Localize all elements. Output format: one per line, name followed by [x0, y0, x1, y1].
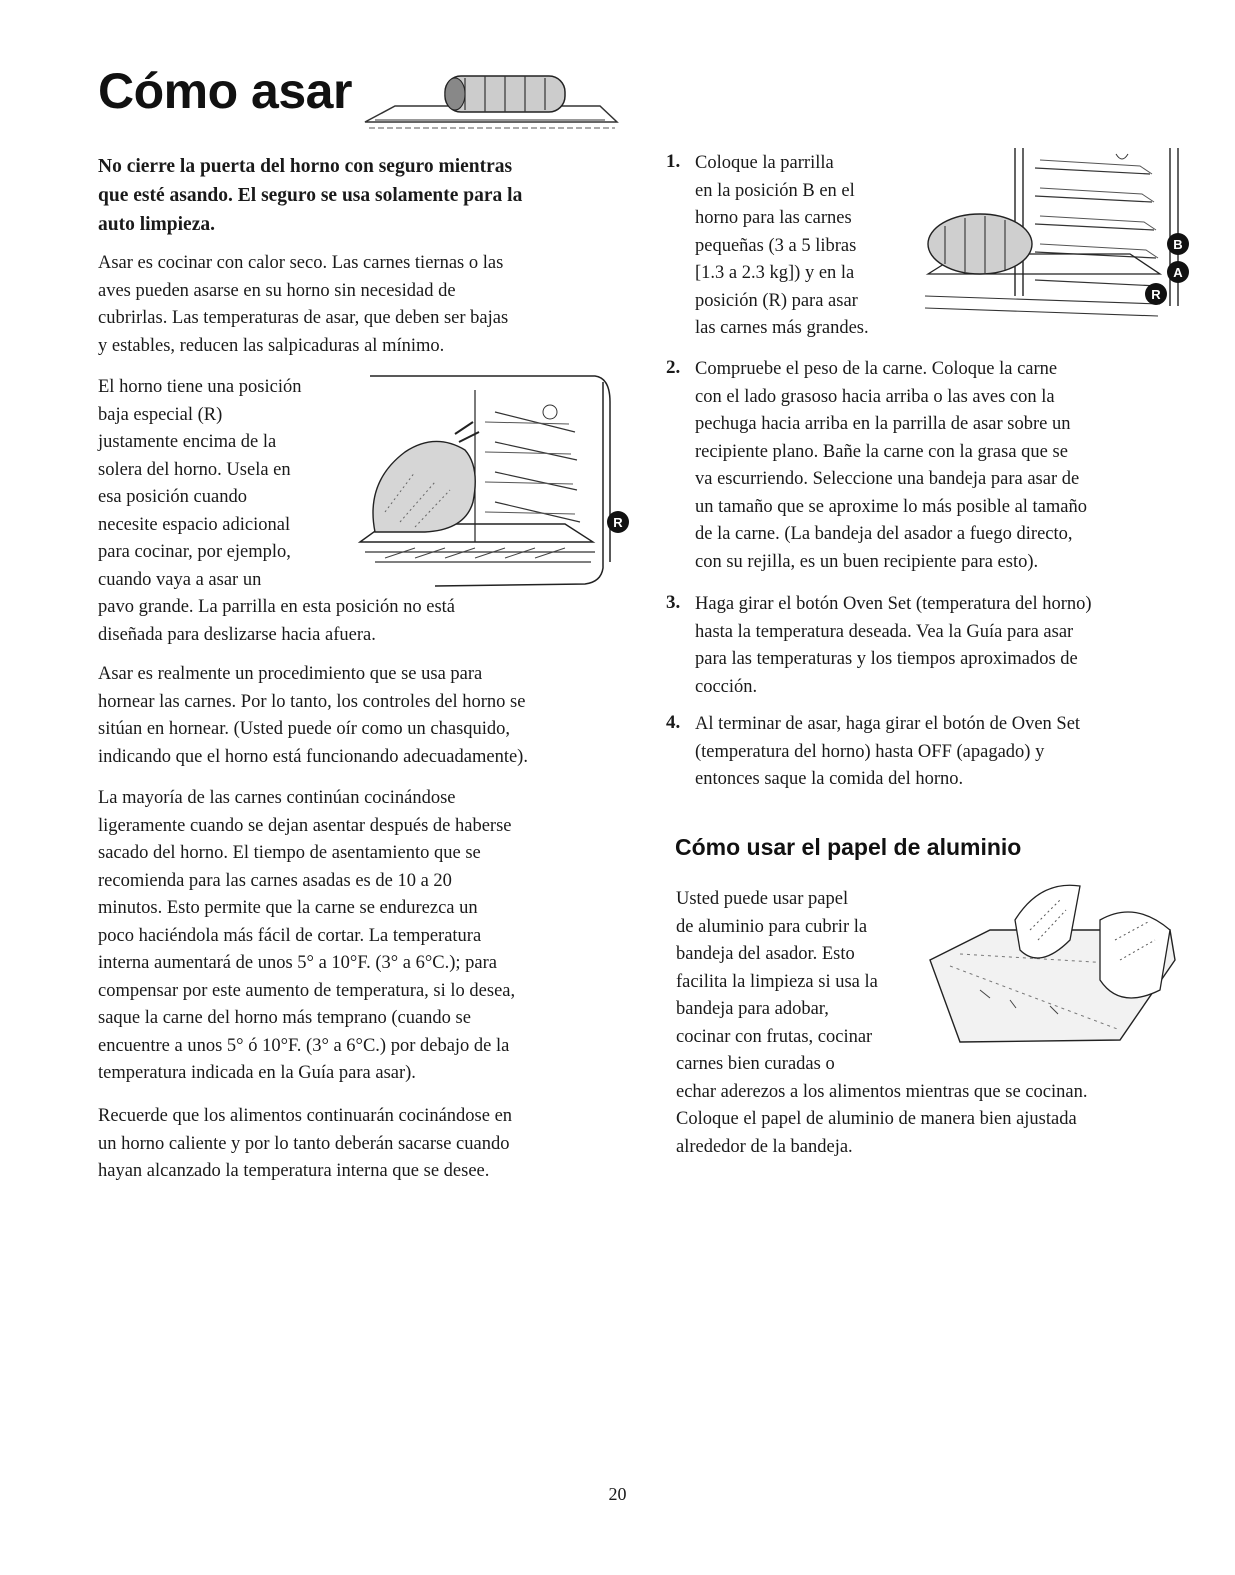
step-2: Compruebe el peso de la carne. Coloque la carne con el lado grasoso hacia arriba o las aves con la pechuga hacia arriba en la parrilla de asar sobre un recipiente plano. Bañe la carne con la grasa que se va escurriendo. Seleccione una bandeja para asar de un tamaño que se aproxime lo más posible al tamaño de la carne. (La bandeja del asador a fuego directo, con su rejilla, es un buen recipiente para esto).	[695, 359, 1087, 572]
lock-warning: No cierre la puerta del horno con seguro mientras que esté asando. El seguro se usa solamente para la auto limpieza.	[98, 156, 523, 235]
step-number: 1.	[666, 151, 681, 172]
page-title: Cómo asar	[98, 63, 352, 119]
intro-paragraph: Asar es cocinar con calor seco. Las carnes tiernas o las aves pueden asarse en su horno sin necesidad de cubrirlas. Las temperaturas de asar, que deben ser bajas y estables, reducen las salpicaduras al mínimo.	[98, 253, 509, 356]
step-number: 4.	[666, 712, 681, 733]
step-4: Al terminar de asar, haga girar el botón de Oven Set (temperatura del horno) hasta OFF (apagado) y entonces saque la comida del horno.	[695, 714, 1081, 789]
rack-label-b: B	[1173, 237, 1183, 252]
foil-pan-illustration	[920, 880, 1190, 1050]
step-3: Haga girar el botón Oven Set (temperatura del horno) hasta la temperatura deseada. Vea la Guía para asar para las temperaturas y los tiempos aproximados de cocción.	[695, 594, 1092, 697]
low-position-paragraph: El horno tiene una posición baja especial (R) justamente encima de la solera del horno. Usela en esa posición cuando necesite espacio adicional para cocinar, por ejemplo, cuando vaya a asar un pavo grande. La parrilla en esta posición no está diseñada para deslizarse hacia afuera.	[98, 377, 456, 645]
roast-pan-illustration	[355, 70, 625, 140]
step-number: 2.	[666, 357, 681, 378]
roast-rack-illustration	[920, 146, 1195, 336]
rack-label-a: A	[1173, 265, 1183, 280]
foil-paragraph: Usted puede usar papel de aluminio para cubrir la bandeja del asador. Esto facilita la limpieza si usa la bandeja para adobar, cocinar con frutas, cocinar carnes bien curadas o echar aderezos a los alimentos mientras que se cocinan. Coloque el papel de aluminio de manera bien ajustada alrededor de la bandeja.	[676, 889, 1088, 1157]
bake-controls-paragraph: Asar es realmente un procedimiento que se usa para hornear las carnes. Por lo tanto, los controles del horno se sitúan en hornear. (Usted puede oír como un chasquido, indicando que el horno está funcionando adecuadamente).	[98, 664, 528, 767]
turkey-oven-illustration	[355, 372, 635, 592]
rack-label-r: R	[613, 515, 623, 530]
standing-time-paragraph: La mayoría de las carnes continúan cocinándose ligeramente cuando se dejan asentar después de haberse sacado del horno. El tiempo de asentamiento que se recomienda para las carnes asadas es de 10 a 20 minutos. Esto permite que la carne se endurezca un poco haciéndola más fácil de cortar. La temperatura interna aumentará de unos 5° a 10°F. (3° a 6°C.); para compensar por este aumento de temperatura, si lo desea, saque la carne del horno más temprano (cuando se encuentre a unos 5° ó 10°F. (3° a 6°C.) por debajo de la temperatura indicada en la Guía para asar).	[98, 788, 516, 1083]
step-number: 3.	[666, 592, 681, 613]
page-number: 20	[608, 1484, 627, 1504]
rack-label-r: R	[1151, 287, 1161, 302]
step-1: Coloque la parrilla en la posición B en el horno para las carnes pequeñas (3 a 5 libras [1.3 a 2.3 kg]) y en la posición (R) para asar las carnes más grandes.	[695, 153, 869, 338]
hot-oven-paragraph: Recuerde que los alimentos continuarán cocinándose en un horno caliente y por lo tanto deberán sacarse cuando hayan alcanzado la temperatura interna que se desee.	[98, 1106, 513, 1181]
foil-section-heading: Cómo usar el papel de aluminio	[675, 834, 1022, 860]
